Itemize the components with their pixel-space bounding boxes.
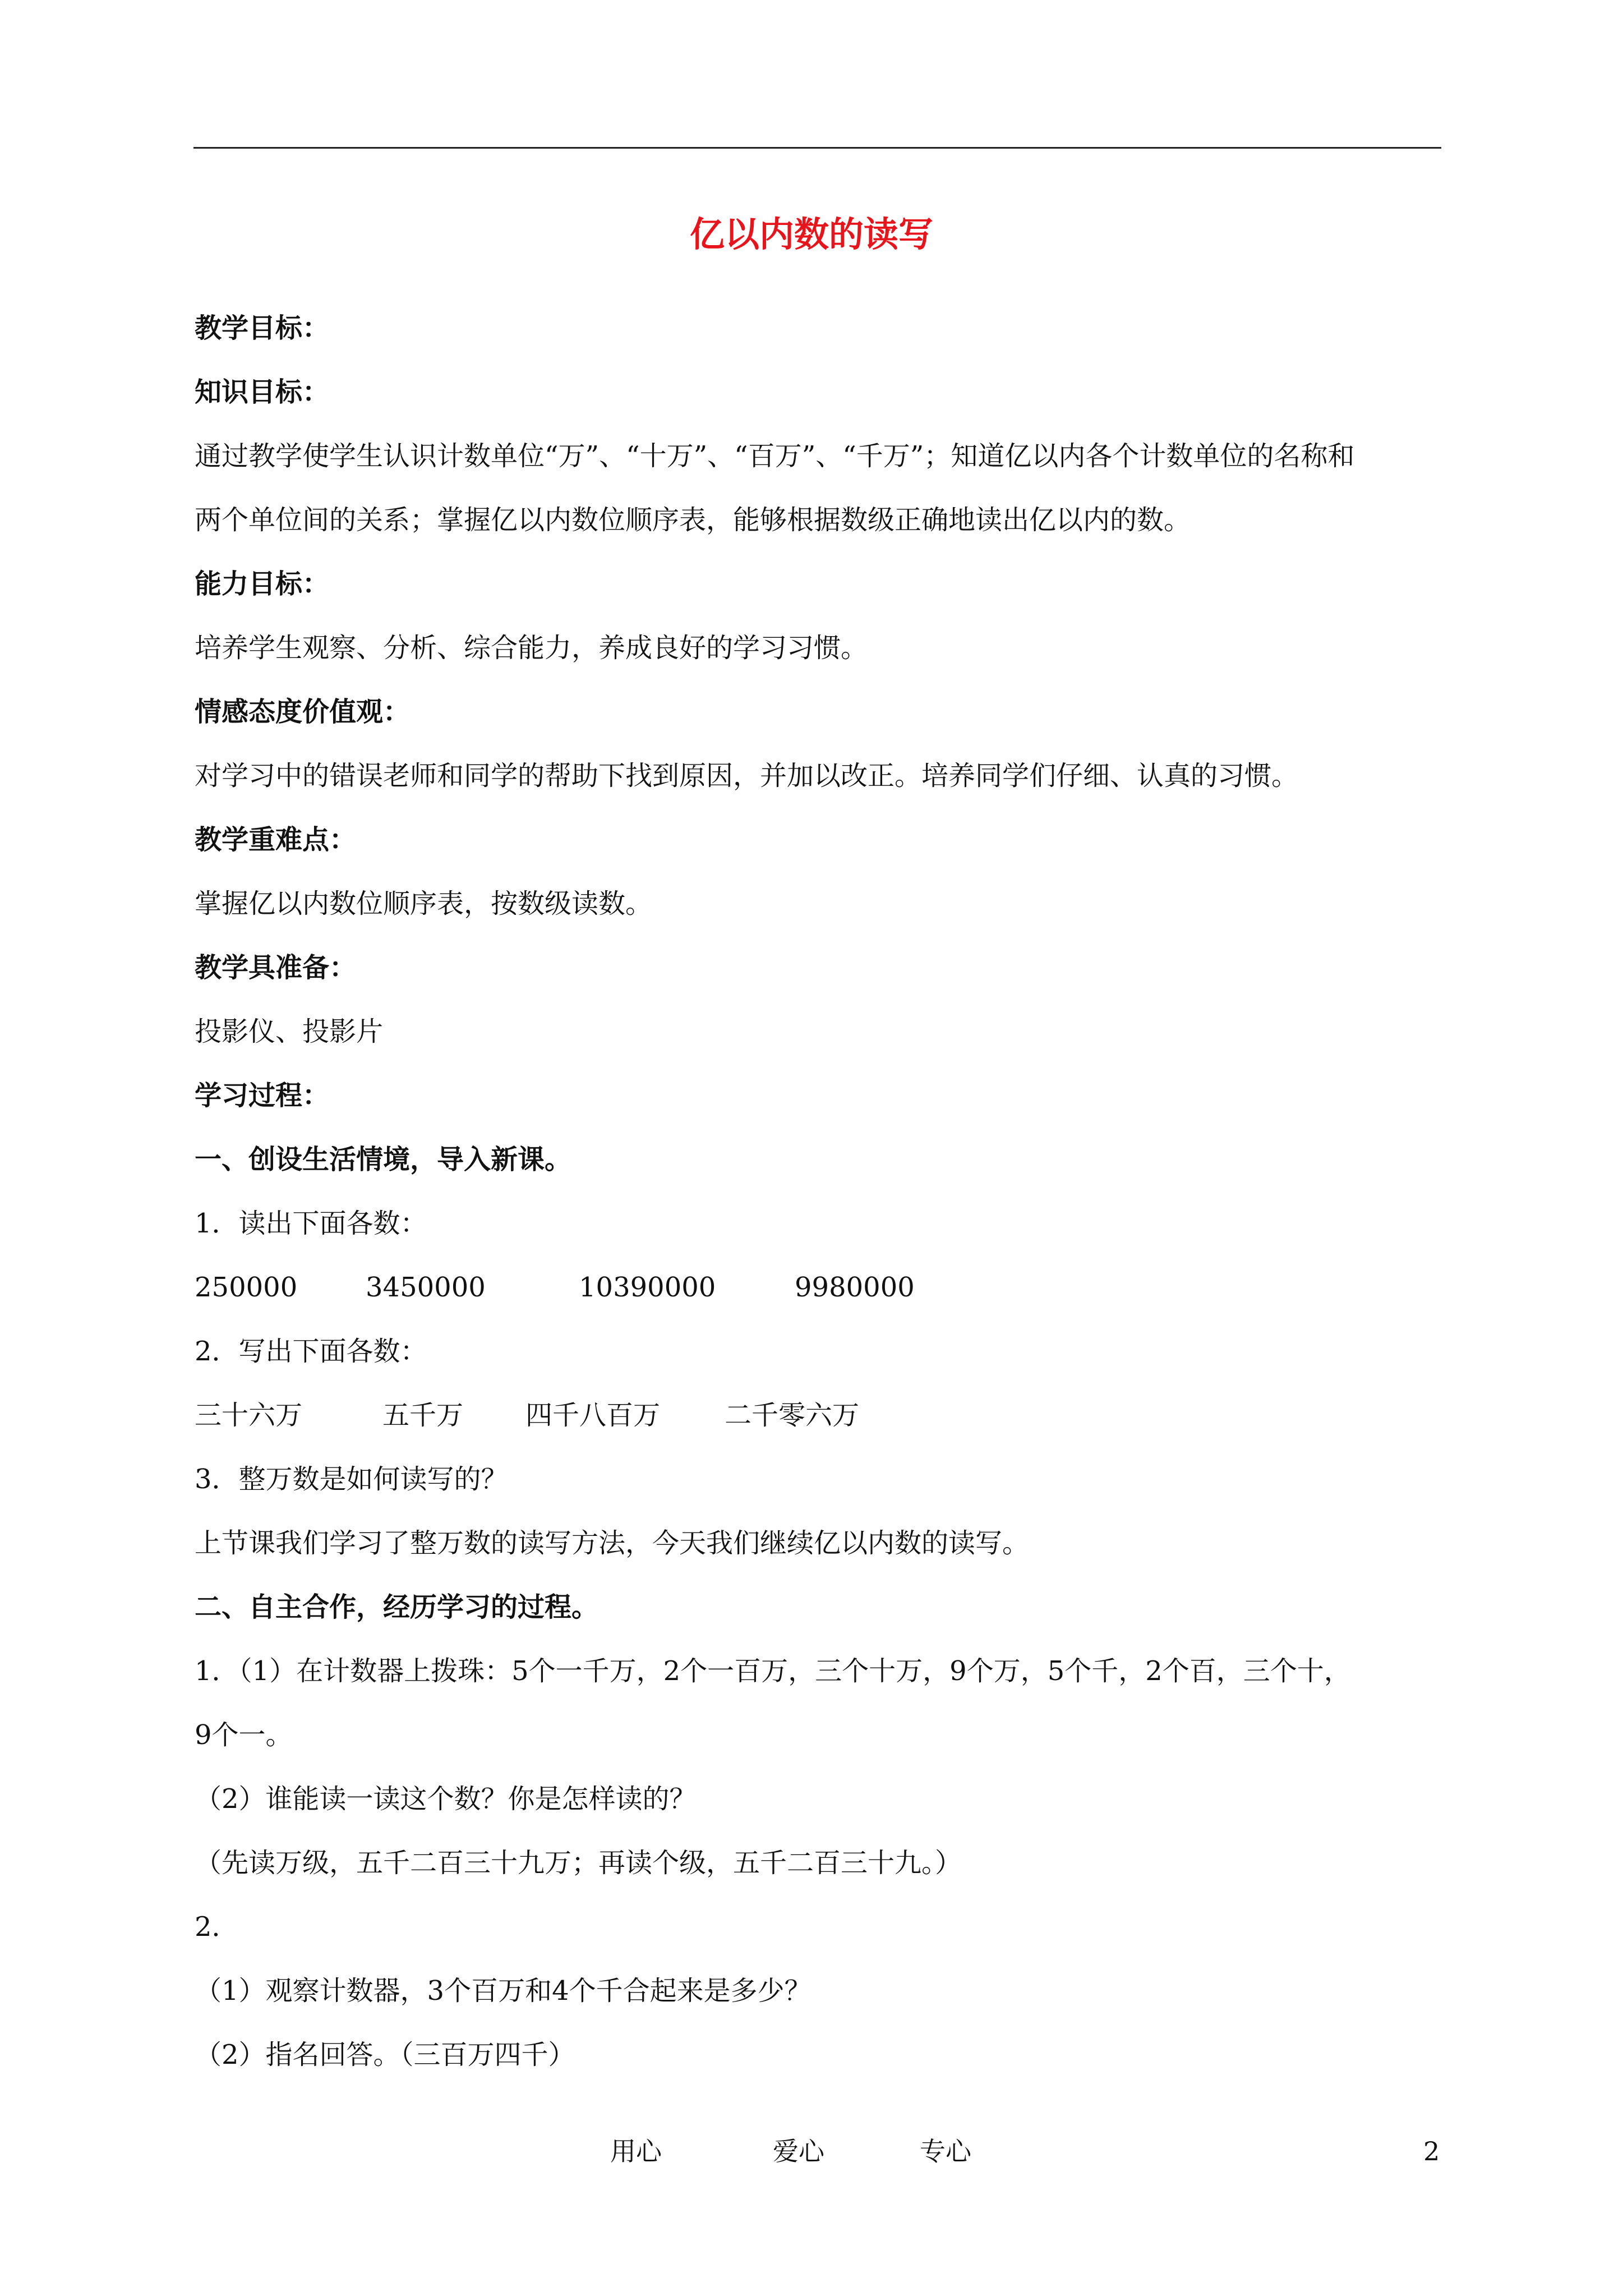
- number-item: 3450000: [366, 1272, 486, 1303]
- paragraph-line: 两个单位间的关系；掌握亿以内数位顺序表，能够根据数级正确地读出亿以内的数。: [195, 504, 1191, 536]
- paragraph-line: 9个一。: [195, 1719, 293, 1751]
- page-number: 2: [1423, 2136, 1440, 2166]
- word-number-item: 五千万: [382, 1400, 464, 1431]
- question-3-label: 3．整万数是如何读写的？: [195, 1464, 508, 1495]
- paragraph-line: （2）谁能读一读这个数？你是怎样读的？: [195, 1783, 697, 1815]
- number-item: 10390000: [579, 1272, 716, 1303]
- question-2-label: 2．写出下面各数：: [195, 1336, 427, 1367]
- heading-ability-goals: 能力目标：: [195, 568, 330, 600]
- document-title: 亿以内数的读写: [689, 214, 933, 255]
- document-body: [195, 296, 1451, 2087]
- paragraph-line: （2）指名回答。（三百万四千）: [195, 2039, 575, 2070]
- paragraph-line: 培养学生观察、分析、综合能力，养成良好的学习习惯。: [195, 632, 868, 664]
- paragraph-line: 通过教学使学生认识计数单位“万”、“十万”、“百万”、“千万”；知道亿以内各个计数单位的名称和: [195, 440, 1355, 472]
- heading-teaching-goals: 教学目标：: [195, 312, 330, 344]
- page-footer: [0, 2132, 1623, 2171]
- paragraph-line: 上节课我们学习了整万数的读写方法，今天我们继续亿以内数的读写。: [195, 1527, 1030, 1559]
- footer-middle-text: 爱心: [773, 2136, 824, 2166]
- paragraph-line: 掌握亿以内数位顺序表，按数级读数。: [195, 888, 653, 919]
- paragraph-line: 1．（1）在计数器上拨珠：5个一千万，2个一百万，三个十万，9个万，5个千，2个百，三个十，: [195, 1655, 1351, 1687]
- paragraph-line: 投影仪、投影片: [195, 1016, 384, 1047]
- paragraph-line: 2．: [195, 1911, 239, 1943]
- heading-learning-process: 学习过程：: [195, 1080, 330, 1111]
- heading-knowledge-goals: 知识目标：: [195, 376, 330, 408]
- heading-teaching-aids: 教学具准备：: [195, 952, 357, 983]
- word-number-item: 四千八百万: [525, 1400, 661, 1431]
- paragraph-line: （1）观察计数器，3个百万和4个千合起来是多少？: [195, 1975, 811, 2007]
- footer-right-text: 专心: [920, 2136, 971, 2166]
- section-heading-1: 一、创设生活情境，导入新课。: [195, 1144, 572, 1175]
- paragraph-line: （先读万级，五千二百三十九万；再读个级，五千二百三十九。）: [195, 1847, 962, 1879]
- paragraph-line: 对学习中的错误老师和同学的帮助下找到原因，并加以改正。培养同学们仔细、认真的习惯。: [195, 760, 1299, 792]
- numbers-row: [195, 1255, 1451, 1319]
- number-item: 250000: [195, 1272, 298, 1303]
- number-item: 9980000: [795, 1272, 915, 1303]
- words-row: [195, 1383, 1451, 1447]
- word-number-item: 二千零六万: [725, 1400, 860, 1431]
- heading-attitude-values: 情感态度价值观：: [195, 696, 411, 728]
- heading-key-difficulties: 教学重难点：: [195, 824, 357, 855]
- footer-left-text: 用心: [610, 2136, 662, 2166]
- question-1-label: 1．读出下面各数：: [195, 1208, 427, 1239]
- section-heading-2: 二、自主合作，经历学习的过程。: [195, 1591, 599, 1623]
- word-number-item: 三十六万: [195, 1400, 303, 1431]
- header-rule: [193, 147, 1441, 149]
